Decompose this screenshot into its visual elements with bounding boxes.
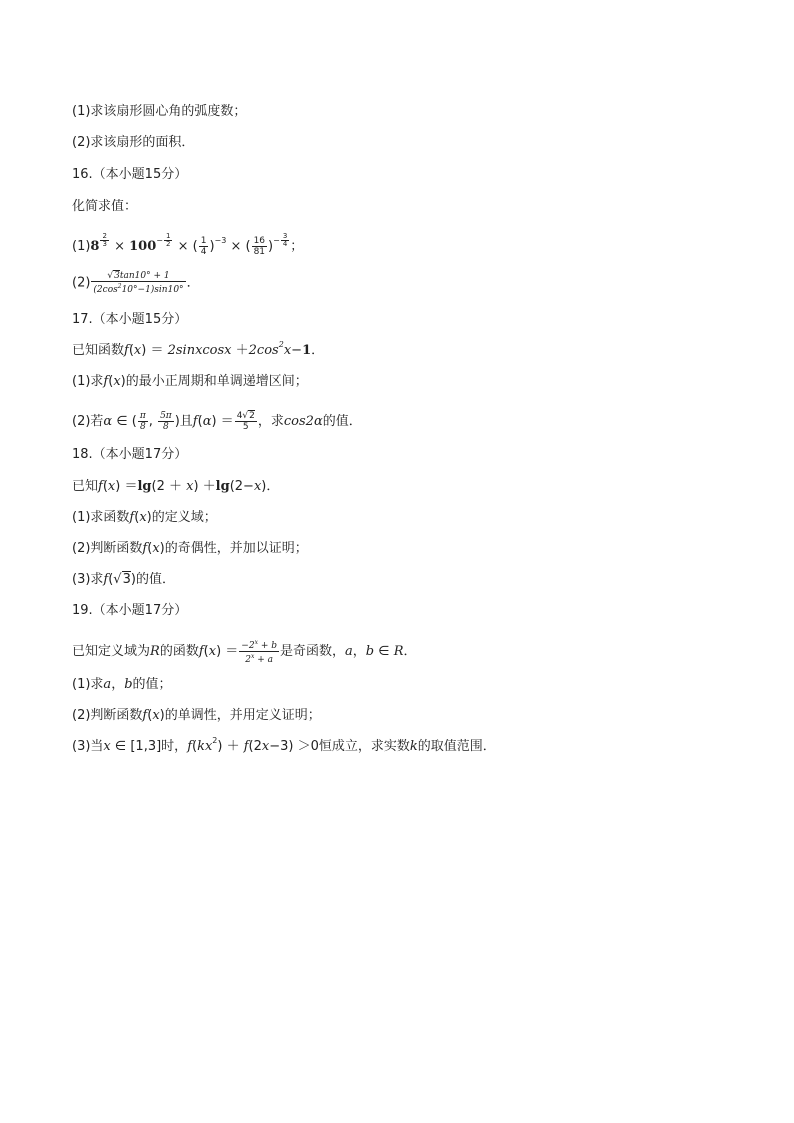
q19-stem: 已知定义域为R的函数f(x) ＝ $\frac{-2^x + b}{2^x + a}$ 是奇函数，a，b ∈ R．	[72, 639, 417, 665]
q16-part1: (1)8 $^{\frac{2}{3}}$ × $100^{- \frac{1}{2}}$ × ( $\frac{1}{4}$ )$^{-3}$ × ( $\frac{16}{81}$ )$^{- \frac{3}{4}}$ ；	[72, 232, 304, 257]
q15-part2: (2)求该扇形的面积．	[72, 135, 195, 150]
q15-part1: (1)求该扇形圆心角的弧度数；	[72, 104, 247, 119]
q17-header: 17.（本小题15分）	[72, 312, 188, 327]
q17-part1: (1)求f(x)的最小正周期和单调递增区间；	[72, 374, 308, 389]
q17-part2: (2)若α ∈ ( $\frac{\pi}{8}$ , $\frac{5\pi}{8}$ )且f(α) ＝ $\frac{4√2}{5}$ ，求cos2α的值．	[72, 411, 362, 432]
q19-part2: (2)判断函数f(x)的单调性，并用定义证明；	[72, 708, 321, 723]
q17-stem: 已知函数f(x) ＝ 2sinxcosx $+2\cos^2x-1$．	[72, 340, 325, 358]
q18-part2: (2)判断函数f(x)的奇偶性，并加以证明；	[72, 541, 308, 556]
q16-header: 16.（本小题15分）	[72, 167, 188, 182]
q18-header: 18.（本小题17分）	[72, 447, 188, 462]
q19-part1: (1)求a，b的值；	[72, 677, 172, 692]
q18-part3: (3)求f(√3)的值．	[72, 572, 175, 587]
q18-stem: 已知f(x) ＝lg(2 ＋ x) ＋lg(2−x)．	[72, 479, 280, 494]
q19-part3: (3)当x ∈ [1,3]时，$f(kx^2) + f(2x-3) >0$恒成立，求实数k的取值范围．	[72, 736, 496, 754]
q16-intro: 化简求值：	[72, 199, 138, 214]
q16-part2: (2) $\frac{√3\tan 10^\circ + 1}{(2\cos^210^\circ-1)\sin 10^\circ}$ ．	[72, 271, 200, 295]
q18-part1: (1)求函数f(x)的定义域；	[72, 510, 217, 525]
q19-header: 19.（本小题17分）	[72, 603, 188, 618]
